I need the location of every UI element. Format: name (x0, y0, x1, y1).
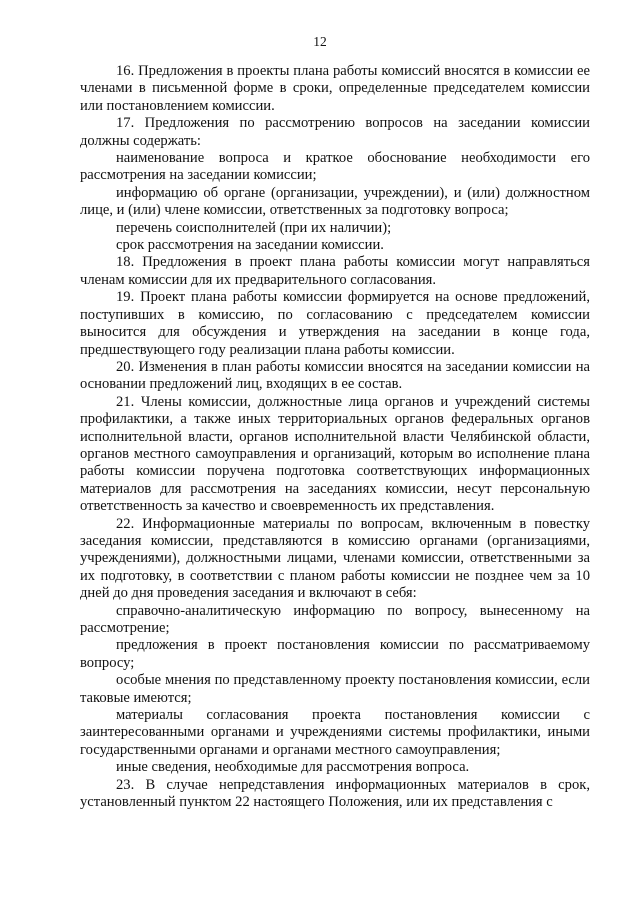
paragraph-19: 19. Проект плана работы комиссии формируется на основе предложений, поступивших в комиссию, по согласованию с председателем комиссии выносится для обсуждения и утверждения на заседании в конце года, предшествующего году реализации плана работы комиссии. (80, 289, 590, 358)
list-item-approval-materials: материалы согласования проекта постановления комиссии с заинтересованными органами и учреждениями системы профилактики, иными государственными органами и органами местного самоуправления; (80, 707, 590, 758)
list-item-resolution-proposals: предложения в проект постановления комиссии по рассматриваемому вопросу; (80, 637, 590, 671)
list-item-co-executors: перечень соисполнителей (при их наличии); (116, 219, 392, 236)
paragraph-18: 18. Предложения в проект плана работы комиссии могут направляться членам комиссии для их предварительного согласования. (80, 254, 590, 288)
paragraph-20: 20. Изменения в план работы комиссии вносятся на заседании комиссии на основании предложений лиц, входящих в ее состав. (80, 358, 590, 393)
list-item-other-info: иные сведения, необходимые для рассмотрения вопроса. (116, 759, 470, 776)
page-number: 12 (313, 34, 327, 49)
document-body (80, 63, 590, 811)
list-item-special-opinions: особые мнения по представленному проекту постановления комиссии, если таковые имеются; (80, 672, 590, 706)
paragraph-16: 16. Предложения в проекты плана работы комиссий вносятся в комиссии ее членами в письменной форме в сроки, определенные председателем комиссии или постановлением комиссии. (80, 63, 590, 114)
list-item-analytical-info: справочно-аналитическую информацию по вопросу, вынесенному на рассмотрение; (80, 602, 590, 636)
list-item-responsible-info: информацию об органе (организации, учреждении), и (или) должностном лице, и (или) члене комиссии, ответственных за подготовку вопроса; (80, 184, 590, 219)
paragraph-17: 17. Предложения по рассмотрению вопросов на заседании комиссии должны содержать: (80, 115, 590, 149)
list-item-question-name: наименование вопроса и краткое обоснование необходимости его рассмотрения на заседании комиссии; (80, 150, 590, 184)
paragraph-22: 22. Информационные материалы по вопросам, включенным в повестку заседания комиссии, представляются в комиссию органами (организациями, учреждениями), должностными лицами, членами комиссии, ответственными за их подготовку, в соответствии с планом работы комиссии не позднее чем за 10 дней до дня проведения заседания и включают в себя: (80, 515, 590, 602)
list-item-review-date: срок рассмотрения на заседании комиссии. (116, 237, 384, 254)
paragraph-23: 23. В случае непредставления информационных материалов в срок, установленный пунктом 22 настоящего Положения, или их представления с (80, 776, 590, 811)
paragraph-21: 21. Члены комиссии, должностные лица органов и учреждений системы профилактики, а также иных территориальных органов федеральных органов исполнительной власти, органов исполнительной власти Челябинской области, органов местного самоуправления и организаций, которым во исполнение плана работы комиссии поручена подготовка соответствующих информационных материалов для рассмотрения на заседаниях комиссии, несут персональную ответственность за качество и своевременность их представления. (80, 393, 590, 515)
